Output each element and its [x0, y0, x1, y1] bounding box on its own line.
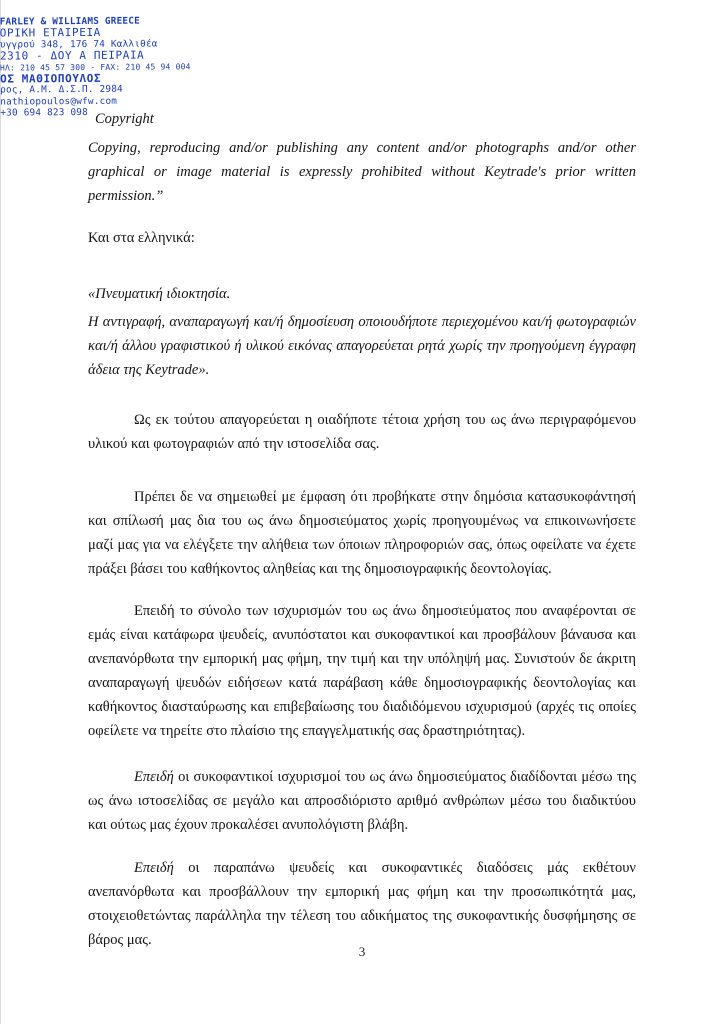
- copyright-heading: Copyright: [95, 111, 154, 127]
- greek-intro: Και στα ελληνικά:: [88, 230, 195, 246]
- english-copyright-notice: Copying, reproducing and/or publishing any content and/or photographs and/or other graphical or image material is expressly prohibited without Keytrade's prior written permission.”: [88, 140, 636, 204]
- stamp-line: ΟΡΙΚΗ ΕΤΑΙΡΕΙΑ: [0, 26, 101, 40]
- stamp-line: ΟΣ ΜΑΘΙΟΠΟΥΛΟΣ: [0, 71, 102, 86]
- paragraph-defamation-emphasis: Πρέπει δε να σημειωθεί με έμφαση ότι προβήκατε στην δημόσια κατασυκοφάντησή και σπίλωσή μας δια του ως άνω δημοσιεύματος χωρίς προηγουμένως να επικοινωνήσετε μαζί μας για να ελέγξετε την αλήθεια των όποιων πληροφοριών σας, όπως οφείλατε να έχετε πράξει βάσει του καθήκοντος αληθείας και της δημοσιογραφικής δεοντολογίας.: [88, 489, 636, 577]
- paragraph-prohibited-use: Ως εκ τούτου απαγορεύεται η οιαδήποτε τέτοια χρήση του ως άνω περιγραφόμενου υλικού και φωτογραφιών από την ιστοσελίδα σας.: [88, 412, 636, 452]
- paragraph-lead-word: Επειδή: [134, 769, 174, 785]
- paragraph-false-claims: Επειδή το σύνολο των ισχυρισμών του ως άνω δημοσιεύματος που αναφέρονται σε εμάς είναι κατάφωρα ψευδείς, ανυπόστατοι και συκοφαντικοί και προσβάλουν βάναυσα και ανεπανόρθωτα την εμπορική μας φήμη, την τιμή και την υπόληψή μας. Συνιστούν δε άκριτη αναπαραγωγή ψευδών ειδήσεων κατά παράβαση κάθε δημοσιογραφικής δεοντολογίας και καθήκοντος διασταύρωσης και επιβεβαίωσης του διαδιδόμενου ισχυρισμού (αρχές τις οποίες οφείλετε να τηρείτε στο πλαίσιο της επαγγελματικής σας δραστηριότητας).: [88, 603, 636, 739]
- paragraph-text: οι συκοφαντικοί ισχυρισμοί του ως άνω δημοσιεύματος διαδίδονται μέσω της ως άνω ιστοσελίδας σε μεγάλο και απροσδιόριστο αριθμό ανθρώπων μέσω του διαδικτύου και ούτως μας έχουν προκαλέσει ανυπολόγιστη βλάβη.: [88, 769, 636, 833]
- stamp-line: ρος, Α.Μ. Δ.Σ.Π. 2984: [0, 84, 123, 96]
- page-edge-line: [0, 0, 1, 1024]
- stamp-line: υγγρού 348, 176 74 Καλλιθέα: [0, 38, 158, 51]
- greek-copyright-notice: Η αντιγραφή, αναπαραγωγή και/ή δημοσίευση οποιουδήποτε περιεχομένου και/ή φωτογραφιών και/ή άλλου γραφιστικού ή υλικού εικόνας απαγορεύεται ρητά χωρίς την προηγούμενη έγγραφη άδεια της Keytrade».: [88, 314, 636, 378]
- paragraph-online-spread: [88, 765, 636, 837]
- paragraph-text: οι παραπάνω ψευδείς και συκοφαντικές διαδόσεις μάς εκθέτουν ανεπανόρθωτα και προσβάλλουν την εμπορική μας φήμη και την προσωπικότητά μας, στοιχειοθετώντας παράλληλα την τέλεση του αδικήματος της συκοφαντικής δυσφήμησης σε βάρος μας.: [88, 860, 636, 948]
- stamp-line: nathiopoulos@wfw.com: [0, 95, 118, 108]
- stamp-line: FARLEY & WILLIAMS GREECE: [0, 15, 140, 28]
- stamp-line: ΗΛ: 210 45 57 300 - FAX: 210 45 94 004: [0, 61, 191, 73]
- paragraph-lead-word: Επειδή: [134, 860, 174, 876]
- page-number: 3: [358, 944, 366, 959]
- greek-notice-title: «Πνευματική ιδιοκτησία.: [88, 286, 231, 302]
- stamp-line: +30 694 823 098: [0, 107, 89, 119]
- paragraph-exposure: [88, 856, 636, 952]
- law-firm-stamp: [0, 15, 191, 119]
- stamp-line: 2310 - ΔΟΥ Α ΠΕΙΡΑΙΑ: [0, 48, 145, 63]
